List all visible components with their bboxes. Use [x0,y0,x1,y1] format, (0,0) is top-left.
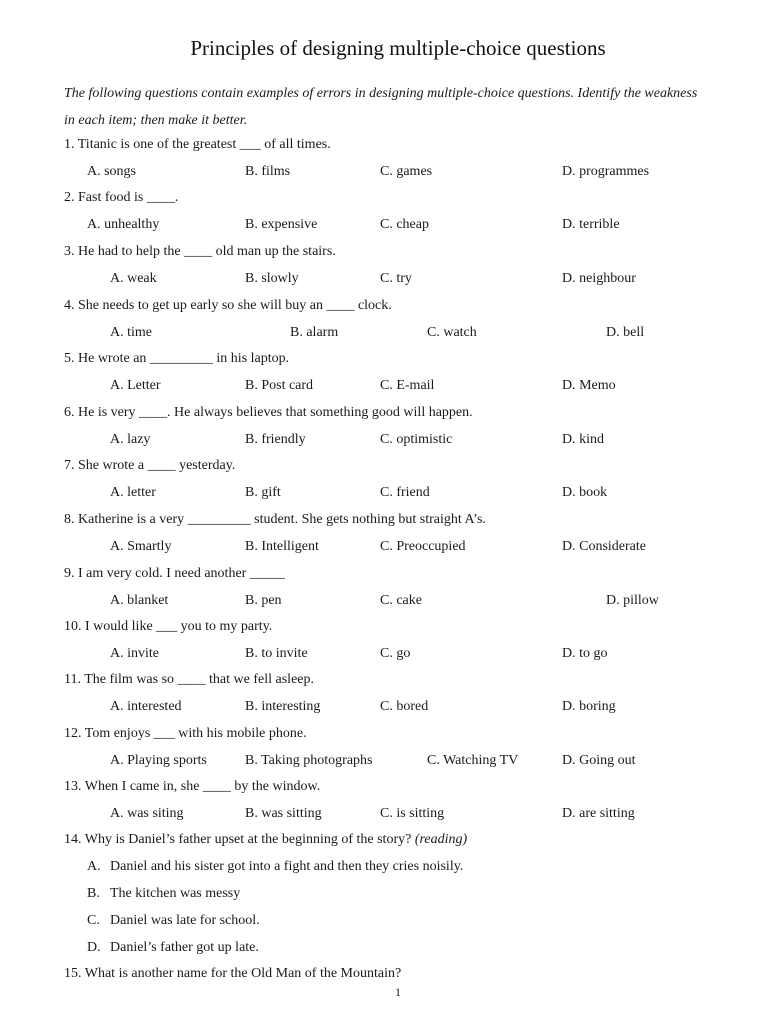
question-1-option-d: D. programmes [562,164,650,179]
question-10-option-d: D. to go [562,646,608,661]
question-6-option-d: D. kind [562,432,604,447]
q14-option-letter: A. [87,859,101,874]
question-8-option-d: D. Considerate [562,539,646,554]
question-9-option-d: D. pillow [606,593,659,608]
question-11-option-d: D. boring [562,699,616,714]
question-10-option-b: B. to invite [245,646,308,661]
question-4-option-c: C. watch [427,325,477,340]
question-7-option-b: B. gift [245,485,281,500]
question-10-stem: 10. I would like ___ you to my party. [64,619,273,634]
question-5-option-c: C. E-mail [380,378,435,393]
q14-option-text: The kitchen was messy [110,886,241,901]
question-9-stem: 9. I am very cold. I need another _____ [64,566,285,581]
question-12-option-c: C. Watching TV [427,753,519,768]
question-6-option-c: C. optimistic [380,432,453,447]
question-4-stem: 4. She needs to get up early so she will buy an ____ clock. [64,298,392,313]
question-2-option-b: B. expensive [245,217,318,232]
question-11-option-c: C. bored [380,699,429,714]
question-6-option-b: B. friendly [245,432,306,447]
q14-option-text: Daniel’s father got up late. [110,940,259,955]
q14-option-letter: C. [87,913,100,928]
question-9-option-c: C. cake [380,593,422,608]
page-number: 1 [395,985,401,999]
question-7-stem: 7. She wrote a ____ yesterday. [64,458,236,473]
question-13-option-d: D. are sitting [562,806,635,821]
question-3-option-b: B. slowly [245,271,299,286]
question-13-option-c: C. is sitting [380,806,445,821]
question-5-stem: 5. He wrote an _________ in his laptop. [64,351,290,366]
question-12-stem: 12. Tom enjoys ___ with his mobile phone. [64,726,307,741]
question-14-stem: 14. Why is Daniel’s father upset at the beginning of the story? [64,832,412,847]
question-7-option-d: D. book [562,485,608,500]
question-6-stem: 6. He is very ____. He always believes that something good will happen. [64,405,473,420]
question-2-stem: 2. Fast food is ____. [64,190,179,205]
question-14 [64,832,467,848]
question-2-option-d: D. terrible [562,217,620,232]
question-8-option-c: C. Preoccupied [380,539,466,554]
question-2-option-c: C. cheap [380,217,429,232]
question-14-tag: (reading) [414,832,468,847]
question-12-option-d: D. Going out [562,753,636,768]
question-3-stem: 3. He had to help the ____ old man up the stairs. [64,244,336,259]
question-4-option-a: A. time [110,325,152,340]
question-11-option-b: B. interesting [245,699,321,714]
question-3-option-a: A. weak [110,271,157,286]
instructions: The following questions contain examples of errors in designing multiple-choice questions. Identify the weakness in each item; then make it better. [64,86,698,128]
question-1-option-c: C. games [380,164,433,179]
question-8-option-b: B. Intelligent [245,539,319,554]
q14-option-letter: D. [87,940,101,955]
question-3-option-d: D. neighbour [562,271,636,286]
q14-option-letter: B. [87,886,100,901]
question-13-option-a: A. was siting [110,806,184,821]
question-9-option-a: A. blanket [110,593,169,608]
q14-option-text: Daniel and his sister got into a fight and then they cries noisily. [110,859,464,874]
question-10-option-c: C. go [380,646,411,661]
question-11-option-a: A. interested [110,699,182,714]
question-1-stem: 1. Titanic is one of the greatest ___ of all times. [64,137,331,152]
question-13-option-b: B. was sitting [245,806,322,821]
question-3-option-c: C. try [380,271,412,286]
question-11-stem: 11. The film was so ____ that we fell asleep. [64,672,314,687]
question-4-option-b: B. alarm [290,325,339,340]
question-9-option-b: B. pen [245,593,282,608]
question-12-option-a: A. Playing sports [110,753,207,768]
q14-option-text: Daniel was late for school. [110,913,260,928]
question-13-stem: 13. When I came in, she ____ by the window. [64,779,321,794]
question-8-stem: 8. Katherine is a very _________ student. She gets nothing but straight A’s. [64,512,486,527]
question-7-option-a: A. letter [110,485,156,500]
question-10-option-a: A. invite [110,646,159,661]
question-7-option-c: C. friend [380,485,430,500]
question-5-option-a: A. Letter [110,378,161,393]
question-6-option-a: A. lazy [110,432,151,447]
page-title: Principles of designing multiple-choice questions [190,36,606,60]
question-4-option-d: D. bell [606,325,645,340]
question-1-option-a: A. songs [87,164,137,179]
question-5-option-d: D. Memo [562,378,616,393]
question-5-option-b: B. Post card [245,378,314,393]
question-8-option-a: A. Smartly [110,539,172,554]
question-15-stem: 15. What is another name for the Old Man of the Mountain? [64,966,402,981]
question-2-option-a: A. unhealthy [87,217,160,232]
question-12-option-b: B. Taking photographs [245,753,373,768]
question-1-option-b: B. films [245,164,291,179]
